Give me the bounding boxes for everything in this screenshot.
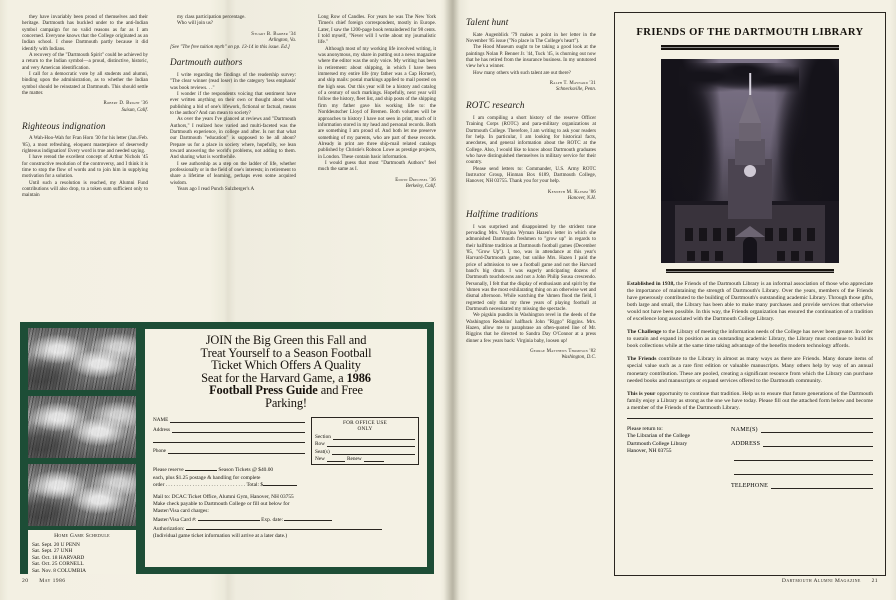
letter-signature [22,101,148,113]
window-icon [727,228,735,241]
body-paragraph: Long Row of Candles. For years he was The New York Times's chief foreign correspondent, mostly in Europe. Later, I saw the 1200-page book remaindered for 98 cents. I told myself, "Never will I write about my journalistic life." [318,14,436,46]
body-paragraph: I would guess that most "Dartmouth Authors" feel much the same as I. [318,159,436,173]
left-page-footer [22,578,65,584]
coupon-field-label: NAME(S) [731,426,758,433]
office-use-row [315,449,415,455]
window-icon [699,228,707,241]
body-paragraph: I wonder if the respondents voicing that sentiment have ever written anything on their own or thought about what publishing a bid of one's lifework, fictional or factual, means to the author? And can mean to society? [170,90,296,116]
address-input-rule-2[interactable] [153,437,305,443]
body-paragraph: Who will join us? [177,20,214,27]
entrance-pediment [735,226,765,237]
schedule-list [32,542,132,575]
office-new-renew-row [315,456,415,462]
signature-location: Arlington, Va. [268,37,296,43]
body-paragraph: Kate Augenblick '79 makes a point in her letter in the November '85 issue ("No place in The College's heart"). [466,31,596,44]
body-paragraph: Years ago I read Punch Sulzberger's A [177,186,255,193]
window-icon [805,251,813,261]
reserve-block [153,467,419,489]
left-column-2 [170,14,296,192]
phone-label: Phone [153,447,166,454]
tower-belfry [735,139,765,165]
card-number-input[interactable] [198,515,260,521]
headline-line [153,397,419,410]
schedule-game-row: Sat. Oct. 25 CORNELL [32,561,84,568]
office-use-title-line2: ONLY [357,425,373,432]
left-column-1 [22,14,148,199]
phone-field[interactable] [153,448,305,454]
schedule-game-row: Sat. Oct. 18 HARVARD [32,554,85,561]
office-use-box [311,417,419,466]
window-icon [777,251,785,261]
body-paragraph: We pigskin pundits in Washington revel in the deeds of the Washington Redskins' halfback John "Riggo" Riggins. Mrs. Hazen, allow me to paraphrase an often-quoted line of Mr. Riggins that he directed to Sandra Day O'Connor at a press dinner a few years back: Virginia baby, loosen up! [466,312,596,344]
library-ad-title: FRIENDS OF THE DARTMOUTH LIBRARY [636,27,864,38]
section-heading: Talent hunt [466,17,509,27]
ticket-footnote: (Individual game ticket information will arrive at a later date.) [153,533,288,540]
headline-segment: Seat for the Harvard Game, a [201,370,347,385]
coupon-field-row[interactable] [731,482,873,489]
body-paragraph: A Wah-Hoo-Wah for Fran Horn '30 for his letter (Jan./Feb. '85), a most refreshing, eloquent masterpiece of deservedly righteous indignation! Every word is true and needed saying. [22,135,148,155]
card-line [153,515,419,524]
order-label: order [153,481,165,488]
baker-library-tower-photo [661,59,839,263]
coupon-fields[interactable] [731,426,873,496]
paragraph-lead-in: The Challenge [627,329,662,336]
mail-line-3: Master/Visa card charges: [153,508,209,515]
coupon-return-address [627,426,723,496]
library-ad-body [627,281,873,412]
left-page-number: 20 [22,578,29,584]
mail-line-1: Mail to: DCAC Ticket Office, Alumni Gym, Hanover, NH 03755 [153,493,294,500]
authorization-input[interactable] [186,524,382,530]
coupon-field-label: TELEPHONE [731,482,769,489]
signature-name: Edwin Drechsel '36 [395,177,436,183]
office-use-row [315,434,415,440]
headline-segment: Ticket Which Offers A Quality [211,358,361,373]
right-page-number: 21 [871,578,878,584]
body-paragraph: Until such a resolution is reached, my Alumni Fund contributions will also drop, to a token sum sufficient only to maintain [22,179,148,199]
body-paragraph: they have invariably been proud of themselves and their heritage. Dartmouth has buckled under to the anti-Indian symbol campaign for no valid reasons as far as I am concerned. Everyone knows that the College originated as an Indian school. I chose Dartmouth partly because it did identify with Indians. [22,14,148,52]
coupon-return-line: Please return to: [627,425,663,432]
paragraph-lead-in: This is your [627,390,656,397]
clock-face-icon [744,165,756,177]
reserve-qty-input[interactable] [185,470,217,471]
letter-signature [466,81,596,93]
editor-note: [See "The free tuition myth" on pp. 13-14 in this issue. Ed.] [170,44,290,51]
schedule-game-row: Sat. Sept. 20 U PENN [32,541,80,548]
body-paragraph: I am compiling a short history of the reserve Officer Training Corps (ROTC) and para-military organizations at Dartmouth College. Therefore, I am writing to ask your readers for help. In particular, I am looking for historical facts, anecdotes, and general information about the ROTC at the College. Also, I would like to know about Dartmouth graduates who have distinguished themselves in military service for their country. [466,114,596,166]
office-use-rows [315,434,415,455]
coupon-field-input[interactable] [734,468,873,475]
section-heading: ROTC research [466,100,525,111]
window-icon [791,251,799,261]
letter-signature [466,190,596,202]
office-use-input[interactable] [327,441,415,447]
football-action-photo-3 [28,464,136,526]
office-use-label: Row [315,441,326,448]
office-use-row [315,441,415,447]
football-action-photo-2 [28,396,136,458]
window-icon [765,228,773,241]
overhanging-branch [679,63,799,97]
signature-name: Robert D. Bright '36 [103,101,148,107]
headline-segment: Treat Yourself to a Season Football [200,345,372,360]
paragraph-lead-in: Established in 1938, [627,281,675,287]
library-paragraph [627,281,873,323]
body-paragraph: How many others with such talent are out there? [473,69,571,76]
paragraph-text: to the Library of meeting the information needs of the College has never been greater. In order to sustain and expand its position as an outstanding academic Library, the Library must continue to build its book collections while at the same time taking advantage of the benefits modern technology affords. [627,329,873,350]
tower-spire-cone [739,93,761,123]
name-field[interactable] [153,417,305,423]
page-gutter-shadow [444,0,460,600]
total-input[interactable] [263,485,297,486]
schedule-game-row: Sat. Nov. 8 COLUMBIA [32,567,87,574]
body-paragraph: Although most of my working life involved writing, it was anonymous, my share in putting out a news magazine where the editor was the only voice. My writing has been in retirement: about shipping, in which I have been immersed my entire life (my father was a Cap Horner), and ship mails: postal markings applied to mail posted on the high seas. Out this year will be a history and catalog of a century of such markings. Hopefully, next year will follow the history, fleet list, and ship posts of the shipping firm my father gave his working life to: the Norddeutscher Lloyd of Bremen. Both volumes will be approaches to history I have not seen in print, much of it information stored in my head and personal records. Both are something I am proud of. And both let me preserve something of my parents, who are part of these records. Already in print are three ship-mail related catalogs published by Christie's Robson Lowe as prestige projects, in London. These contain basic information. [318,45,436,160]
reserve-pre-label: Please reserve [153,467,184,474]
coupon-field-input[interactable] [761,426,873,433]
address-label: Address [153,426,171,433]
library-membership-coupon[interactable] [627,418,873,496]
coupon-field-row[interactable] [731,440,873,447]
photo-divider-rule [666,269,834,274]
signature-location: Schnecksville, Penn. [555,87,596,93]
new-label: New [315,456,326,463]
section-heading: Righteous indignation [22,120,106,131]
body-paragraph: As over the years I've glanced at reviews and "Dartmouth Authors," I realized how varied and multi-faceted was the Dartmouth experience, in college and after. Is not that what our Dartmouth "education" is supposed to be all about? Prepare us for a place in society where, hopefully, we lean toward answering the world's problems, not adding to them. And sharing what is worthwhile. [170,116,296,161]
renew-rule[interactable] [364,456,384,462]
office-use-label: Seat(s) [315,448,330,455]
issue-date: May 1986 [39,578,66,584]
reserve-line-2: each, plus $1.25 postage & handling for complete [153,474,261,481]
phone-input-rule[interactable] [168,448,305,454]
entrance-door [743,237,757,263]
window-icon [793,228,801,241]
tower-cupola [739,121,761,141]
body-paragraph: I have reread the excellent concept of Arthur Nichols '45 for constructive resolution of the controversy, and I think it is time to stop the flow of words and to join him in supplying motivation for a solution. [22,154,148,180]
library-paragraph [627,329,873,350]
coupon-field-input[interactable] [763,440,873,447]
office-use-label: Section [315,433,331,440]
name-input-rule[interactable] [170,417,305,423]
card-number-label: Master/Visa Card #: [153,517,197,524]
body-paragraph: my class participation percentage. [177,14,246,20]
reserve-line-3 [153,482,419,489]
title-divider-rule [661,45,839,50]
signature-name: George Matthews Thompson '82 [530,349,596,355]
reserve-line-1 [153,467,419,474]
expiry-input[interactable] [284,515,332,521]
coupon-field-row[interactable] [731,454,873,461]
ticket-order-form[interactable] [144,328,428,568]
headline-segment: Football Press Guide [209,383,318,398]
window-icon [713,228,721,241]
section-heading: Halftime traditions [466,209,539,219]
coupon-field-row[interactable] [731,426,873,433]
left-column-3 [318,14,436,190]
body-paragraph: I call for a democratic vote by all students and alumni, binding upon the administration, as to whether the Indian symbol should be reinstated at Dartmouth. This should settle the matter. [22,71,148,97]
signature-name: Ralph T. Maynard '31 [549,80,596,86]
library-paragraph [627,391,873,412]
body-paragraph: A recovery of the "Dartmouth Spirit" could be achieved by a return to the Indian symbol—a proud, distinctive, historic, and very American identification. [22,52,148,71]
right-page-footer [782,578,878,584]
paragraph-text: the Friends of the Dartmouth Library is an informal association of those who appreciate the importance of maintaining the strength of Dartmouth's Library. Over the years, members of the Friends have generously contributed to the building of Dartmouth's outstanding academic Library. Through those gifts, both large and small, the Library has been able to make many purchases and provide services that otherwise would not have been possible. In this way, the Friends organization has ensured the continuation of a tradition of excellence long associated with the Dartmouth College Library. [627,281,873,323]
signature-location: Berkeley, Calif. [405,183,436,189]
signature-name: Kenneth M. Klemm '86 [547,189,596,195]
window-icon [685,228,693,241]
address-field[interactable] [153,427,305,433]
coupon-field-row[interactable] [731,468,873,475]
signature-name: Stuart B. Barber '34 [251,31,296,37]
football-action-photo-1 [28,328,136,390]
weathervane-mast [749,73,751,95]
coupon-field-input[interactable] [734,454,873,461]
window-icon [701,251,709,261]
authorization-label: Authorization: [153,526,185,533]
schedule-title: Home Game Schedule [54,533,110,539]
schedule-game-row: Sat. Sept. 27 UNH [32,548,73,555]
office-use-input[interactable] [333,434,415,440]
letter-signature [466,349,596,361]
new-rule[interactable] [327,456,345,462]
section-heading: Dartmouth authors [170,57,243,68]
headline-segment: JOIN the Big Green this Fall and [205,333,367,347]
coupon-return-line: Hanover, NH 03755 [627,447,672,454]
mail-line-2: Make check payable to Dartmouth College or fill out below for [153,501,290,508]
headline-segment: Parking! [265,395,307,410]
home-game-schedule [28,530,136,574]
mail-instructions [153,494,419,541]
football-season-ticket-ad[interactable] [20,322,434,574]
magazine-name: Dartmouth Alumni Magazine [781,578,861,584]
body-paragraph: The Hood Museum ought to be taking a good look at the paintings Nolan P. Benner Jr. '44, Tuck '45, is churning out now that he has retired from the insurance business. In my untutored view he's a winner. [466,44,596,70]
dot-leader: . . . . . . . . . . . . . . . . . . . . . . . . . . . . . . [165,481,246,488]
letter-signature [170,32,296,44]
expiry-label: Exp. date: [261,517,283,524]
paragraph-lead-in: The Friends [627,356,657,363]
name-label: NAME [153,416,169,423]
signature-location: Suisun, Calif. [121,107,148,113]
total-label: Total: $ [246,481,264,488]
signature-location: Washington, D.C. [561,355,596,361]
signature-location: Hanover, N.H. [567,195,596,201]
ad-headline [153,334,419,410]
address-field-line2[interactable] [153,437,305,443]
office-use-input[interactable] [332,449,415,455]
window-icon [687,251,695,261]
letter-signature [318,178,436,190]
body-paragraph: I write regarding the findings of the readership survey: "The clear winner (read loser) in the category 'less emphasis' was book reviews. . ." [170,71,296,91]
right-column-1 [466,10,596,361]
window-icon [807,228,815,241]
window-icon [779,228,787,241]
order-fields[interactable] [153,417,305,466]
library-paragraph [627,356,873,384]
body-paragraph: Please send letters to: Commander, U.S. Army ROTC Instructor Group, Hinman Box 6189, Dartmouth College, Hanover, NH 03755. Thank you for your help. [466,165,596,185]
paragraph-text: opportunity to continue that tradition. Help us to ensure that future generations of the Dartmouth family enjoy a Library as strong as the one we have today. Please fill out the attached form below and become a member of the Friends of the Dartmouth Library. [627,390,873,411]
renew-label: Renew [347,456,362,463]
reserve-mid-label: Season Tickets @ $40.00 [218,467,274,474]
coupon-return-line: Dartmouth College Library [627,440,688,447]
office-use-title-line1: FOR OFFICE USE [342,419,387,426]
window-icon [715,251,723,261]
coupon-field-label: ADDRESS [731,440,761,447]
body-paragraph: I see authorship as a step on the ladder of life, whether professionally or in the field of one's interests; in retirement to share a lifetime of learning, perhaps even some acquired wisdom. [170,160,296,186]
headline-segment: and Free [317,383,363,398]
paragraph-text: contribute to the Library in almost as many ways as there are Friends. Many donate items of special value such as a rare first edition or valuable manuscripts. Many others help by way of an annual monetary contribution. These are pooled, creating a significant resource from which the Library can purchase needed books and manuscripts or expand services offered to the Dartmouth community. [627,356,873,384]
headline-segment: 1986 [346,370,371,385]
body-paragraph: I was surprised and disappointed by the strident tone pervading Mrs. Virgina Wyman Hazen's letter in which she admonished Dartmouth freshmen to "grow up" in regards to their halftime tradition at Dartmouth football games (December '85, "Grow Up"). I, too, was in attendance at this year's Harvard-Dartmouth game, but unlike Mrs. Hazen I paid the price of admission to see a football game and not the Harvard band's big drum. I was eagerly anticipating dozens of Dartmouth touchdowns and not a John Philip Sousa crescendo. Personally, I felt that the display of enthusiasm and spirit by the 'shmen was the most exhilarating thing on an otherwise wet and dismal afternoon. While watching the 'shmen flood the field, I regretted only that my three years of playing football at Dartmouth necessitated my missing the spectacle. [466,223,596,312]
address-input-rule[interactable] [172,427,305,433]
coupon-return-line: The Librarian of the College [627,433,690,440]
coupon-field-input[interactable] [771,482,873,489]
friends-of-library-ad[interactable] [614,12,886,576]
